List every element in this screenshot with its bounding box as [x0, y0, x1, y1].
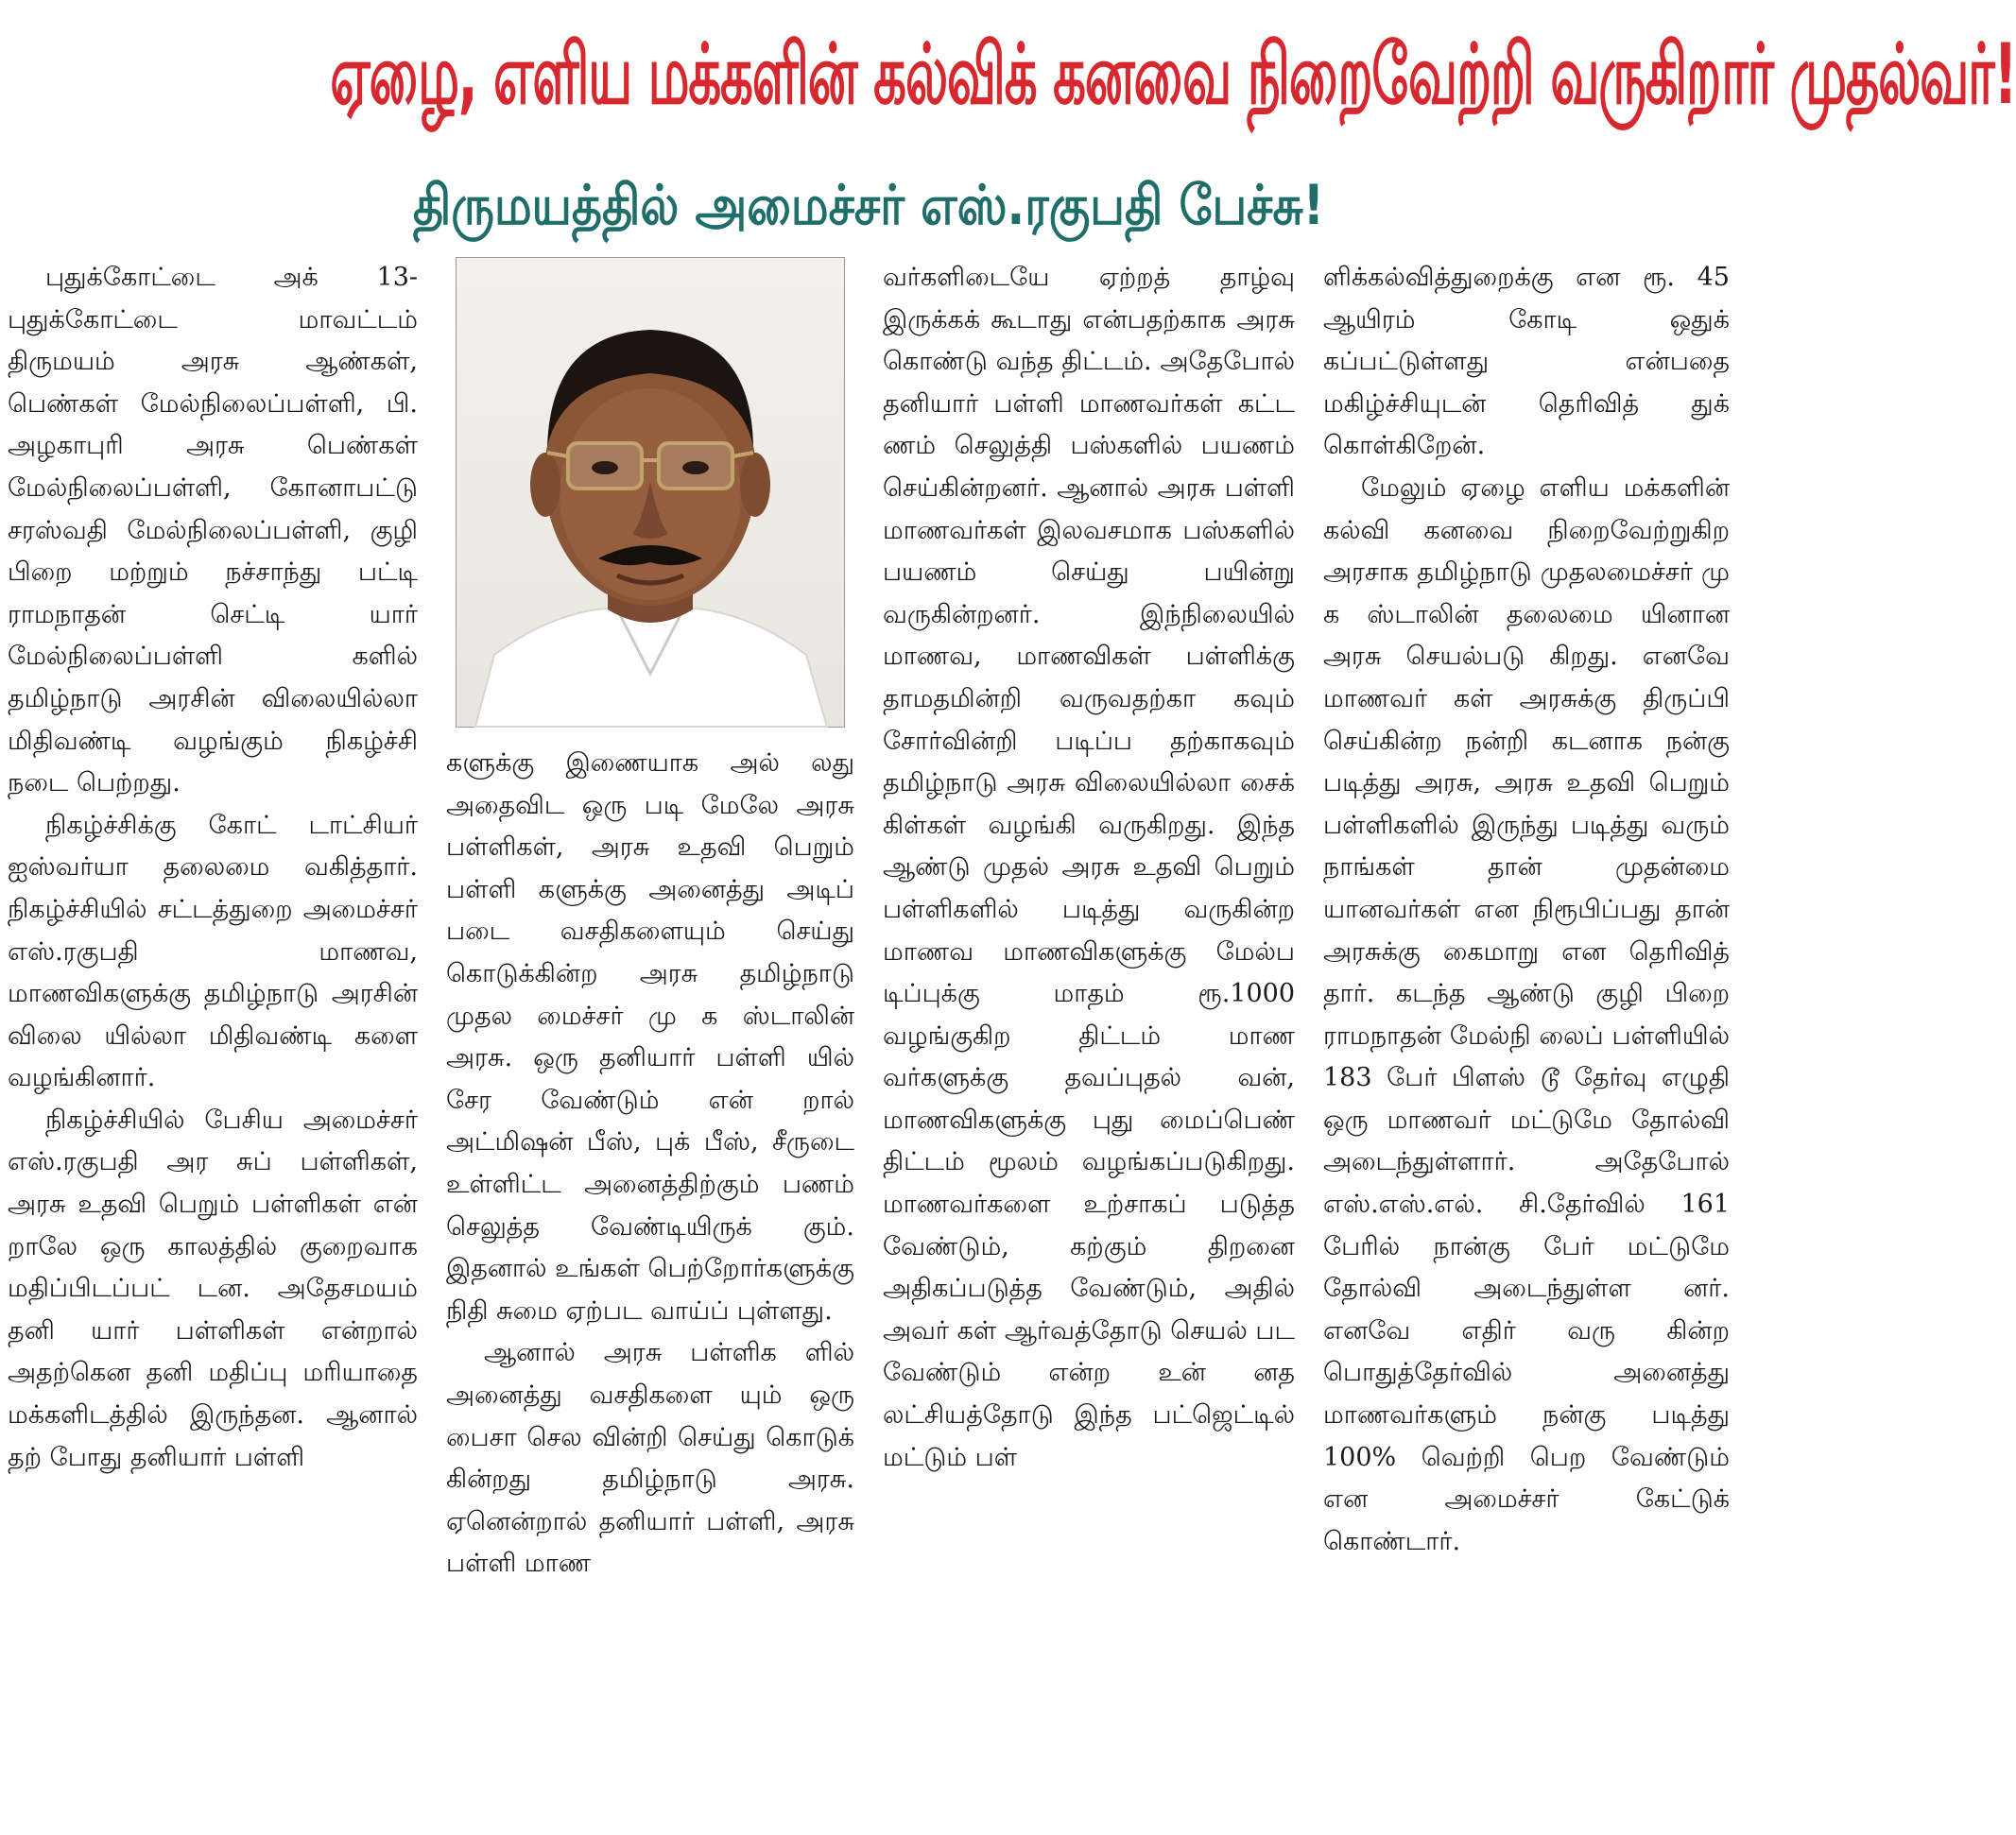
- portrait-photo-icon: [457, 258, 844, 727]
- article-column-4: [1323, 257, 1730, 1827]
- paragraph: வர்களிடையே ஏற்றத் தாழ்வு இருக்கக் கூடாது என்பதற்காக அரசு கொண்டு வந்த திட்டம். அதேபோல் தனியார் பள்ளி மாணவர்கள் கட்ட ணம் செலுத்தி பஸ்களில் பயணம் செய்கின்றனர். ஆனால் அரசு பள்ளி மாணவர்கள் இலவசமாக பஸ்களில் பயணம் செய்து பயின்று வருகின்றனர். இந்நிலையில் மாணவ, மாணவிகள் பள்ளிக்கு தாமதமின்றி வருவதற்கா கவும் சோர்வின்றி படிப்ப தற்காகவும் தமிழ்நாடு அரசு விலையில்லா சைக் கிள்கள் வழங்கி வருகிறது. இந்த ஆண்டு முதல் அரசு உதவி பெறும் பள்ளிகளில் படித்து வருகின்ற மாணவ மாணவிகளுக்கு மேல்ப டிப்புக்கு மாதம் ரூ.1000 வழங்குகிற திட்டம் மாண வர்களுக்கு தவப்புதல் வன், மாணவிகளுக்கு புது மைப்பெண் திட்டம் மூலம் வழங்கப்படுகிறது. மாணவர்களை உற்சாகப் படுத்த வேண்டும், கற்கும் திறனை அதிகப்படுத்த வேண்டும், அதில் அவர் கள் ஆர்வத்தோடு செயல் பட வேண்டும் என்ற உன் னத லட்சியத்தோடு இந்த பட்ஜெட்டில் மட்டும் பள்: [883, 263, 1295, 1472]
- article-column-2: [446, 743, 854, 1827]
- headline: ஏழை, எளிய மக்களின் கல்விக் கனவை நிறைவேற்றி வருகிறார் முதல்வர்!: [330, 26, 2016, 123]
- paragraph: ளிக்கல்வித்துறைக்கு என ரூ. 45 ஆயிரம் கோடி ஒதுக் கப்பட்டுள்ளது என்பதை மகிழ்ச்சியுடன் தெரிவித் துக் கொள்கிறேன்.: [1323, 263, 1730, 461]
- subheadline: திருமயத்தில் அமைச்சர் எஸ்.ரகுபதி பேச்சு!: [412, 173, 1325, 237]
- article-column-3: [883, 257, 1295, 1827]
- paragraph: நிகழ்ச்சியில் பேசிய அமைச்சர் எஸ்.ரகுபதி அர சுப் பள்ளிகள், அரசு உதவி பெறும் பள்ளிகள் என் றாலே ஒரு காலத்தில் குறைவாக மதிப்பிடப்பட் டன. அதேசமயம் தனி யார் பள்ளிகள் என்றால் அதற்கென தனி மதிப்பு மரியாதை மக்களிடத்தில் இருந்தன. ஆனால் தற் போது தனியார் பள்ளி: [8, 1105, 418, 1472]
- article-column-1: [8, 257, 418, 1826]
- paragraph: மேலும் ஏழை எளிய மக்களின் கல்வி கனவை நிறைவேற்றுகிற அரசாக தமிழ்நாடு முதலமைச்சர் மு க ஸ்டாலின் தலைமை யினான அரசு செயல்படு கிறது. எனவே மாணவர் கள் அரசுக்கு திருப்பி செய்கின்ற நன்றி கடனாக நன்கு படித்து அரசு, அரசு உதவி பெறும் பள்ளிகளில் இருந்து படித்து வரும் நாங்கள் தான் முதன்மை யானவர்கள் என நிரூபிப்பது தான் அரசுக்கு கைமாறு என தெரிவித் தார். கடந்த ஆண்டு குழி பிறை ராமநாதன் மேல்நி லைப் பள்ளியில் 183 பேர் பிளஸ் டூ தேர்வு எழுதி ஒரு மாணவர் மட்டுமே தோல்வி அடைந்துள்ளார். அதேபோல் எஸ்.எஸ்.எல். சி.தேர்வில் 161 பேரில் நான்கு பேர் மட்டுமே தோல்வி அடைந்துள்ள னர். எனவே எதிர் வரு கின்ற பொதுத்தேர்வில் அனைத்து மாணவர்களும் நன்கு படித்து 100% வெற்றி பெற வேண்டும் என அமைச்சர் கேட்டுக் கொண்டார்.: [1323, 472, 1730, 1556]
- paragraph: ஆனால் அரசு பள்ளிக ளில் அனைத்து வசதிகளை யும் ஒரு பைசா செல வின்றி செய்து கொடுக் கின்றது தமிழ்நாடு அரசு. ஏனென்றால் தனியார் பள்ளி, அரசு பள்ளி மாண: [446, 1338, 854, 1579]
- minister-photo: [456, 257, 845, 728]
- paragraph: நிகழ்ச்சிக்கு கோட் டாட்சியர் ஐஸ்வர்யா தலைமை வகித்தார். நிகழ்ச்சியில் சட்டத்துறை அமைச்சர் எஸ்.ரகுபதி மாணவ, மாணவிகளுக்கு தமிழ்நாடு அரசின் விலை யில்லா மிதிவண்டி களை வழங்கினார்.: [8, 810, 418, 1093]
- paragraph: புதுக்கோட்டை அக் 13- புதுக்கோட்டை மாவட்டம் திருமயம் அரசு ஆண்கள், பெண்கள் மேல்நிலைப்பள்ளி, பி. அழகாபுரி அரசு பெண்கள் மேல்நிலைப்பள்ளி, கோனாபட்டு சரஸ்வதி மேல்நிலைப்பள்ளி, குழி பிறை மற்றும் நச்சாந்து பட்டி ராமநாதன் செட்டி யார் மேல்நிலைப்பள்ளி களில் தமிழ்நாடு அரசின் விலையில்லா மிதிவண்டி வழங்கும் நிகழ்ச்சி நடை பெற்றது.: [8, 263, 418, 798]
- paragraph: களுக்கு இணையாக அல் லது அதைவிட ஒரு படி மேலே அரசு பள்ளிகள், அரசு உதவி பெறும் பள்ளி களுக்கு அனைத்து அடிப் படை வசதிகளையும் செய்து கொடுக்கின்ற அரசு தமிழ்நாடு முதல மைச்சர் மு க ஸ்டாலின் அரசு. ஒரு தனியார் பள்ளி யில் சேர வேண்டும் என் றால் அட்மிஷன் பீஸ், புக் பீஸ், சீருடை உள்ளிட்ட அனைத்திற்கும் பணம் செலுத்த வேண்டியிருக் கும். இதனால் உங்கள் பெற்றோர்களுக்கு நிதி சுமை ஏற்பட வாய்ப் புள்ளது.: [446, 748, 854, 1326]
